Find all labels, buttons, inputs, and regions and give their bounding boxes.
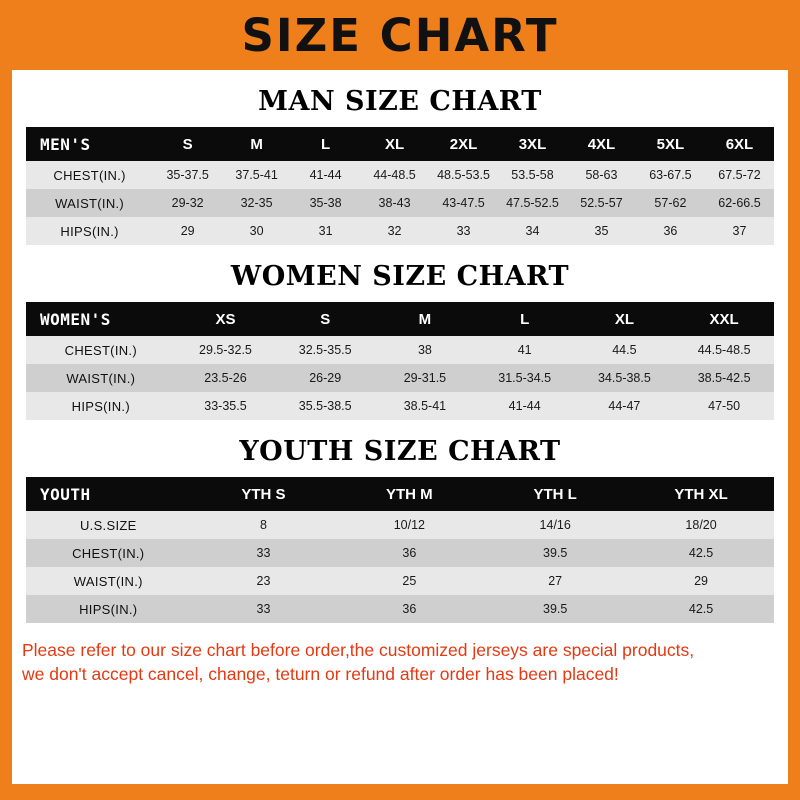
- table-cell: 31.5-34.5: [475, 364, 575, 392]
- column-header: WOMEN'S: [26, 302, 176, 336]
- men-size-section: [12, 86, 788, 245]
- table-cell: 18/20: [628, 511, 774, 539]
- column-header: YTH L: [482, 477, 628, 511]
- table-cell: 67.5-72: [705, 161, 774, 189]
- column-header: XL: [360, 127, 429, 161]
- column-header: S: [153, 127, 222, 161]
- column-header: XS: [176, 302, 276, 336]
- column-header: S: [275, 302, 375, 336]
- row-header: HIPS(IN.): [26, 217, 153, 245]
- column-header: M: [375, 302, 475, 336]
- table-cell: 42.5: [628, 595, 774, 623]
- table-cell: 38-43: [360, 189, 429, 217]
- women-size-table: [26, 302, 774, 420]
- table-cell: 34: [498, 217, 567, 245]
- table-cell: 44-47: [575, 392, 675, 420]
- page-title: SIZE CHART: [241, 8, 559, 62]
- table-row: [26, 189, 774, 217]
- row-header: WAIST(IN.): [26, 567, 191, 595]
- table-cell: 29: [153, 217, 222, 245]
- row-header: CHEST(IN.): [26, 336, 176, 364]
- table-cell: 39.5: [482, 595, 628, 623]
- youth-section-title: YOUTH SIZE CHART: [239, 436, 561, 467]
- row-header: CHEST(IN.): [26, 539, 191, 567]
- men-section-title: MAN SIZE CHART: [258, 86, 542, 117]
- youth-size-table: [26, 477, 774, 623]
- table-cell: 42.5: [628, 539, 774, 567]
- column-header: XL: [575, 302, 675, 336]
- table-cell: 26-29: [275, 364, 375, 392]
- order-policy-notice: [22, 639, 778, 686]
- table-cell: 63-67.5: [636, 161, 705, 189]
- table-cell: 33: [429, 217, 498, 245]
- row-header: WAIST(IN.): [26, 364, 176, 392]
- column-header: 3XL: [498, 127, 567, 161]
- table-cell: 41-44: [475, 392, 575, 420]
- table-row: [26, 161, 774, 189]
- table-cell: 44-48.5: [360, 161, 429, 189]
- table-cell: 53.5-58: [498, 161, 567, 189]
- table-cell: 32-35: [222, 189, 291, 217]
- table-header-row: [26, 302, 774, 336]
- page-banner: [12, 0, 788, 70]
- table-cell: 29-32: [153, 189, 222, 217]
- table-cell: 35.5-38.5: [275, 392, 375, 420]
- table-cell: 38.5-41: [375, 392, 475, 420]
- column-header: 2XL: [429, 127, 498, 161]
- table-cell: 39.5: [482, 539, 628, 567]
- table-cell: 34.5-38.5: [575, 364, 675, 392]
- table-row: [26, 539, 774, 567]
- table-cell: 14/16: [482, 511, 628, 539]
- table-cell: 32.5-35.5: [275, 336, 375, 364]
- row-header: HIPS(IN.): [26, 392, 176, 420]
- men-size-table: [26, 127, 774, 245]
- table-row: [26, 364, 774, 392]
- column-header: YTH M: [336, 477, 482, 511]
- column-header: YTH XL: [628, 477, 774, 511]
- table-row: [26, 595, 774, 623]
- table-cell: 10/12: [336, 511, 482, 539]
- table-cell: 58-63: [567, 161, 636, 189]
- table-header-row: [26, 127, 774, 161]
- table-cell: 41-44: [291, 161, 360, 189]
- row-header: WAIST(IN.): [26, 189, 153, 217]
- row-header: HIPS(IN.): [26, 595, 191, 623]
- notice-line-1: Please refer to our size chart before order,the customized jerseys are special products,: [22, 640, 695, 660]
- table-cell: 62-66.5: [705, 189, 774, 217]
- column-header: M: [222, 127, 291, 161]
- table-cell: 48.5-53.5: [429, 161, 498, 189]
- table-cell: 37.5-41: [222, 161, 291, 189]
- column-header: L: [291, 127, 360, 161]
- table-cell: 33: [191, 539, 337, 567]
- women-section-title: WOMEN SIZE CHART: [230, 261, 570, 292]
- column-header: XXL: [674, 302, 774, 336]
- youth-size-section: [12, 436, 788, 623]
- bottom-accent-bar: [0, 784, 800, 800]
- table-cell: 32: [360, 217, 429, 245]
- column-header: YTH S: [191, 477, 337, 511]
- table-cell: 23: [191, 567, 337, 595]
- table-cell: 47.5-52.5: [498, 189, 567, 217]
- column-header: L: [475, 302, 575, 336]
- table-cell: 33: [191, 595, 337, 623]
- table-cell: 29-31.5: [375, 364, 475, 392]
- table-cell: 37: [705, 217, 774, 245]
- row-header: U.S.SIZE: [26, 511, 191, 539]
- table-cell: 29: [628, 567, 774, 595]
- table-cell: 29.5-32.5: [176, 336, 276, 364]
- table-cell: 44.5: [575, 336, 675, 364]
- table-cell: 35-37.5: [153, 161, 222, 189]
- table-cell: 43-47.5: [429, 189, 498, 217]
- table-row: [26, 511, 774, 539]
- table-cell: 25: [336, 567, 482, 595]
- women-size-section: [12, 261, 788, 420]
- table-cell: 41: [475, 336, 575, 364]
- table-cell: 31: [291, 217, 360, 245]
- notice-line-2: we don't accept cancel, change, teturn or refund after order has been placed!: [22, 663, 619, 684]
- table-cell: 47-50: [674, 392, 774, 420]
- table-cell: 30: [222, 217, 291, 245]
- table-cell: 35-38: [291, 189, 360, 217]
- table-cell: 52.5-57: [567, 189, 636, 217]
- table-cell: 38.5-42.5: [674, 364, 774, 392]
- table-cell: 33-35.5: [176, 392, 276, 420]
- table-row: [26, 217, 774, 245]
- column-header: 4XL: [567, 127, 636, 161]
- table-cell: 44.5-48.5: [674, 336, 774, 364]
- table-cell: 36: [336, 595, 482, 623]
- table-row: [26, 336, 774, 364]
- table-cell: 35: [567, 217, 636, 245]
- row-header: CHEST(IN.): [26, 161, 153, 189]
- column-header: 6XL: [705, 127, 774, 161]
- table-row: [26, 567, 774, 595]
- table-cell: 27: [482, 567, 628, 595]
- table-cell: 36: [636, 217, 705, 245]
- table-cell: 36: [336, 539, 482, 567]
- column-header: MEN'S: [26, 127, 153, 161]
- table-cell: 8: [191, 511, 337, 539]
- table-header-row: [26, 477, 774, 511]
- table-cell: 38: [375, 336, 475, 364]
- column-header: 5XL: [636, 127, 705, 161]
- table-cell: 23.5-26: [176, 364, 276, 392]
- table-cell: 57-62: [636, 189, 705, 217]
- column-header: YOUTH: [26, 477, 191, 511]
- table-row: [26, 392, 774, 420]
